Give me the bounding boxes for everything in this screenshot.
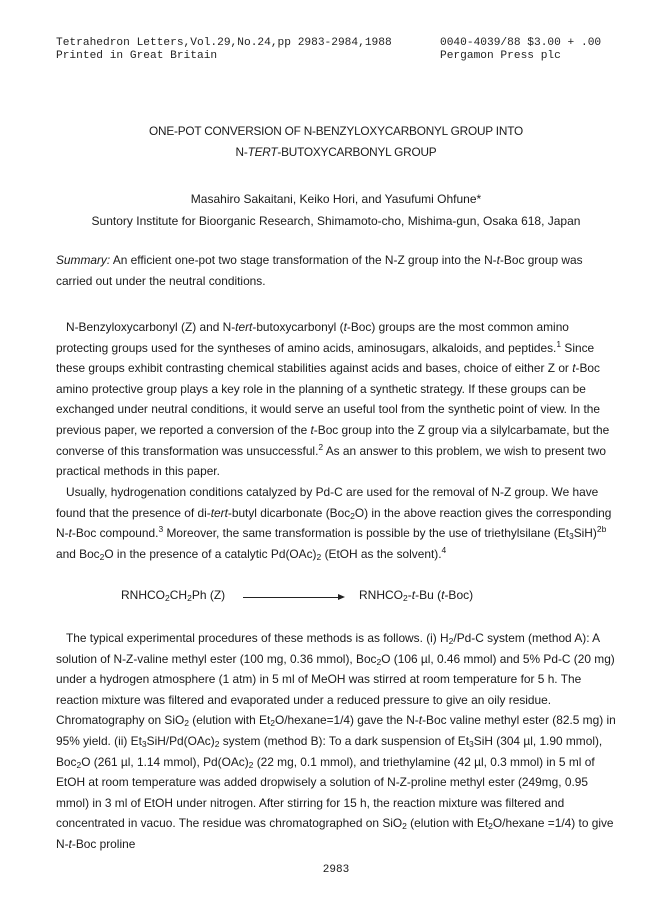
summary-text: -Boc group was carried out under the neutral conditions. — [56, 253, 583, 288]
text: RNHCO — [359, 588, 403, 602]
subscript: 3 — [568, 531, 574, 542]
title-suffix: -BUTOXYCARBONYL GROUP — [277, 145, 437, 159]
title-line-2 — [0, 145, 672, 159]
text: -butoxycarbonyl ( — [252, 320, 344, 334]
text: -Boc) groups are the most common amino protecting groups used for the syntheses of amino acids, aminosugars, alkaloids, and peptides. — [56, 320, 569, 355]
text: /Pd-C system (method A): A solution of N-Z-valine methyl ester (100 mg, 0.36 mmol), Boc — [56, 631, 600, 666]
subscript: 3 — [469, 738, 474, 749]
reference-4: 4 — [441, 544, 447, 555]
italic: t — [411, 588, 416, 602]
text: Usually, hydrogenation conditions catalyzed by Pd-C are used for the removal of N-Z group. We have found that the presence of di- — [56, 485, 599, 520]
italic: t — [68, 836, 72, 851]
reference-3: 3 — [158, 524, 164, 535]
arrow-head-icon — [338, 594, 345, 600]
text: -Boc compound. — [71, 526, 159, 541]
subscript: 2 — [316, 551, 322, 562]
text: O (106 µl, 0.46 mmol) and 5% Pd-C (20 mg) under a hydrogen atmosphere (1 atm) in 5 ml of MeOH was stirred at room temperature for 5 h. The reaction mixture was filtered and evaporated under a reduced pressure to give an oily residue. Chromatography on SiO — [56, 651, 615, 728]
summary-italic: t — [496, 253, 500, 267]
journal-header-right — [440, 37, 601, 63]
title-italic: TERT — [247, 145, 278, 159]
italic: t — [68, 526, 72, 541]
text: -Boc) — [444, 588, 474, 602]
paragraph-2 — [56, 482, 616, 564]
italic: t — [572, 361, 576, 376]
text: -butyl dicarbonate (Boc — [227, 505, 351, 520]
paragraph-1 — [56, 317, 616, 482]
text: O/hexane =1/4) to give N- — [56, 816, 614, 851]
text: and Boc — [56, 546, 100, 561]
publisher: Pergamon Press plc — [440, 50, 561, 62]
text: SiH (304 µl, 1.90 mmol), Boc — [56, 733, 603, 769]
text: (elution with Et — [188, 713, 271, 728]
summary-label: Summary: — [56, 253, 111, 267]
subscript: 2 — [214, 738, 220, 749]
title-line-1: ONE-POT CONVERSION OF N-BENZYLOXYCARBONYL GROUP INTO — [149, 124, 523, 138]
text: SiH) — [573, 526, 597, 541]
reference-1: 1 — [556, 338, 562, 349]
journal-citation: Tetrahedron Letters,Vol.29,No.24,pp 2983-2984,1988 — [56, 37, 392, 49]
text: As an answer to this problem, we wish to present two practical methods in this paper. — [56, 443, 606, 479]
subscript: 2 — [184, 718, 189, 729]
subscript: 2 — [76, 759, 82, 770]
text: (22 mg, 0.1 mmol), and triethylamine (42 µl, 0.3 mmol) in 5 ml of EtOH at room temperature was added dropwisely a solution of N-Z-proline methyl ester (249mg, 0.95 mmol) in 3 ml of EtOH under nitrogen. After stirring for 15 h, the reaction mixture was filtered and concentrated in vacuo. The residue was chromatographed on SiO — [56, 754, 595, 831]
text: -Boc proline — [71, 836, 136, 851]
text: RNHCO — [121, 588, 165, 602]
text: The typical experimental procedures of these methods is as follows. (i) H — [66, 631, 449, 645]
printed-in: Printed in Great Britain — [56, 50, 218, 62]
page-number: 2983 — [322, 864, 350, 876]
italic: tert — [210, 505, 228, 520]
subscript: 3 — [141, 738, 147, 749]
text: O/hexane=1/4) gave the N- — [275, 713, 419, 728]
price-code: 0040-4039/88 $3.00 + .00 — [440, 37, 602, 49]
subscript: 2 — [99, 551, 105, 562]
reaction-scheme — [0, 588, 672, 608]
reaction-arrow-icon — [243, 597, 341, 598]
paragraph-3 — [56, 628, 616, 855]
text: -Boc amino protective group plays a key role in the planning of a synthetic strategy. If these groups can be exchanged under neutral conditions, it would serve an useful tool from the synthetic point of view. In the previous paper, we reported a conversion of the — [56, 361, 600, 437]
subscript: 2 — [402, 821, 407, 832]
text: Ph (Z) — [191, 588, 226, 602]
subscript: 2 — [376, 656, 382, 667]
affiliation: Suntory Institute for Bioorganic Research, Shimamoto-cho, Mishima-gun, Osaka 618, Japan — [91, 214, 581, 228]
text: Moreover, the same transformation is possible by the use of triethylsilane (Et — [163, 526, 569, 541]
text: O (261 µl, 1.14 mmol), Pd(OAc) — [81, 754, 249, 769]
italic: t — [418, 713, 423, 728]
text: O in the presence of a catalytic Pd(OAc) — [104, 546, 317, 561]
text: - — [407, 588, 412, 602]
italic: t — [310, 422, 314, 437]
summary-text: An efficient one-pot two stage transformation of the N-Z group into the N- — [110, 253, 497, 267]
text: (elution with Et — [406, 816, 489, 831]
product-tboc — [359, 588, 473, 602]
subscript: 2 — [165, 593, 170, 603]
subscript: 2 — [448, 636, 454, 646]
text: O) in the above reaction gives the corresponding N- — [56, 505, 612, 541]
text: -Boc valine methyl ester (82.5 mg) in 95% yield. (ii) Et — [56, 713, 616, 748]
subscript: 2 — [248, 759, 254, 770]
text: system (method B): To a dark suspension of Et — [219, 733, 470, 748]
italic: t — [343, 320, 347, 334]
reference-2: 2 — [318, 441, 324, 452]
italic: tert — [235, 320, 253, 334]
title-prefix: N- — [235, 145, 248, 159]
subscript: 2 — [403, 593, 408, 603]
subscript: 2 — [270, 718, 275, 729]
text: SiH/Pd(OAc) — [146, 733, 215, 748]
reference-2b: 2b — [596, 524, 607, 535]
text: N-Benzyloxycarbonyl (Z) and N- — [66, 320, 236, 334]
text: Since these groups exhibit contrasting chemical stabilities against acids and bases, choice of either Z or — [56, 340, 595, 376]
text: -Boc group into the Z group via a silylcarbamate, but the converse of this transformation was unsuccessful. — [56, 422, 610, 458]
italic: t — [441, 588, 445, 602]
subscript: 2 — [488, 821, 493, 832]
text: -Bu ( — [415, 588, 442, 602]
authors: Masahiro Sakaitani, Keiko Hori, and Yasufumi Ohfune* — [190, 192, 482, 206]
summary — [56, 250, 616, 291]
reactant-z — [121, 588, 225, 602]
subscript: 2 — [350, 510, 355, 521]
text: CH — [169, 588, 188, 602]
text: (EtOH as the solvent). — [321, 546, 442, 561]
subscript: 2 — [187, 593, 192, 603]
journal-header-left — [56, 37, 392, 63]
